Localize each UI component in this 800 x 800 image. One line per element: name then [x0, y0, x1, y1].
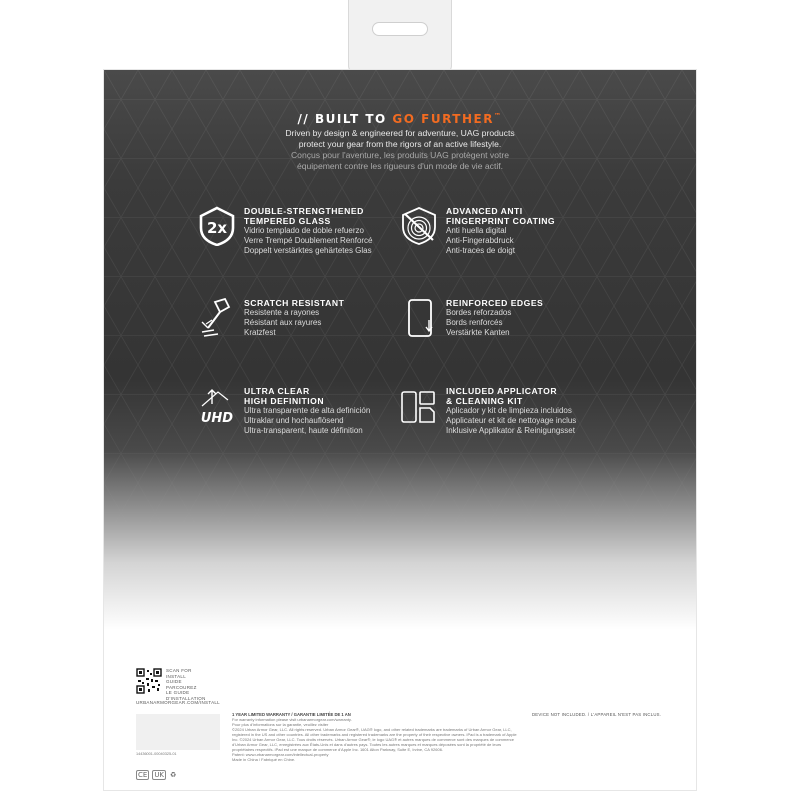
- feature-title: ADVANCED ANTI FINGERPRINT COATING: [446, 206, 556, 226]
- feature-line: Vidrio templado de doble refuerzo: [244, 226, 364, 235]
- recycle-icon: ♻: [170, 771, 177, 779]
- qr-caption-line: INSTALL: [166, 673, 187, 679]
- phone-edge-icon: [400, 298, 438, 338]
- headline-accent: GO FURTHER: [392, 112, 494, 126]
- warranty-en: For warranty information please visit urbanarmorgear.com/warranty.: [232, 717, 352, 722]
- feature-line: Ultraklar und hochauflösend: [244, 416, 344, 425]
- feature-title: INCLUDED APPLICATOR & CLEANING KIT: [446, 386, 558, 406]
- feature-line: Résistant aux rayures: [244, 318, 322, 327]
- headline-tm: ™: [493, 112, 503, 120]
- hang-tab: [348, 0, 452, 72]
- intro-en-line2: protect your gear from the rigors of an active lifestyle.: [298, 139, 502, 149]
- feature-line: Verre Trempé Doublement Renforcé: [244, 236, 373, 245]
- uhd-icon: [198, 386, 236, 426]
- feature-line: Applicateur et kit de nettoyage inclus: [446, 416, 577, 425]
- package-back: [104, 70, 696, 790]
- patent: Patent: www.urbanarmorgear.com/intellectual-property: [232, 752, 329, 757]
- headline: [104, 112, 696, 126]
- feature-line: Bordes reforzados: [446, 308, 512, 317]
- qr-caption-line: SCAN FOR: [166, 668, 192, 673]
- knife-scratch-icon: [198, 298, 236, 338]
- applicator-kit-icon: [400, 386, 438, 426]
- dark-panel: [104, 70, 696, 630]
- ce-mark-icon: CE: [138, 771, 148, 779]
- feature-line: Anti huella digital: [446, 226, 507, 235]
- feature-line: Aplicador y kit de limpieza incluidos: [446, 406, 572, 415]
- feature-title: SCRATCH RESISTANT: [244, 298, 345, 308]
- feature-line: Anti-traces de doigt: [446, 246, 515, 255]
- feature-line: Kratzfest: [244, 328, 276, 337]
- feature-line: Doppelt verstärktes gehärtetes Glas: [244, 246, 372, 255]
- qr-caption-line: GUIDE: [166, 679, 182, 684]
- device-note: DEVICE NOT INCLUDED. / L'APPAREIL N'EST PAS INCLUS.: [532, 712, 662, 717]
- svg-text:UHD: UHD: [200, 411, 234, 426]
- barcode-area: [136, 714, 220, 750]
- ukca-mark-icon: UK: [154, 771, 165, 779]
- qr-caption-line: LE GUIDE: [166, 690, 190, 695]
- copyright: ©2024 Urban Armor Gear, LLC. All rights reserved. Urban Armor Gear®, UAG® logo, and other related trademarks are trademarks of Urban Armor Gear, LLC, registered in the US and other countries. All other trademarks and registered trademarks are the property of their respective owners. iPad is a trademark of Apple Inc. ©2024 Urban Armor Gear, LLC. Tous droits réservés. Urban Armor Gear®, le logo UAG® et autres marques de commerce sont des marques de commerce d'Urban Armor Gear, LLC, enregistrées aux États-Unis et dans d'autres pays. Toutes les autres marques et marques déposées sont la propriété de leurs propriétaires respectifs. iPad est une marque de commerce d'Apple Inc. 1601 Alton Parkway, Suite E, Irvine, CA 92606.: [232, 727, 517, 752]
- feature-title: DOUBLE-STRENGTHENED TEMPERED GLASS: [244, 206, 364, 226]
- feature-title: ULTRA CLEAR HIGH DEFINITION: [244, 386, 325, 406]
- compliance-icons: [136, 762, 180, 779]
- qr-code[interactable]: [136, 668, 162, 694]
- legal-text: [232, 712, 632, 762]
- qr-caption-line: D'INSTALLATION: [166, 695, 206, 701]
- headline-prefix: // BUILT TO: [297, 112, 393, 126]
- warranty-title: 1 YEAR LIMITED WARRANTY / GARANTIE LIMITÉE DE 1 AN: [232, 712, 351, 717]
- install-url[interactable]: URBANARMORGEAR.COM/INSTALL: [136, 700, 220, 705]
- feature-title: REINFORCED EDGES: [446, 298, 544, 308]
- feature-line: Inklusive Applikator & Reinigungsset: [446, 426, 575, 435]
- intro-text: [104, 128, 696, 172]
- feature-line: Anti-Fingerabdruck: [446, 236, 514, 245]
- warranty-fr: Pour plus d'informations sur la garantie, veuillez visiter: [232, 722, 329, 727]
- part-number: 14436001-00040325-01: [136, 752, 177, 756]
- svg-text:2x: 2x: [206, 219, 228, 237]
- qr-caption: [166, 668, 206, 701]
- qr-caption-line: PARCOUREZ: [166, 684, 197, 690]
- fingerprint-shield-icon: [400, 206, 438, 246]
- hang-hole: [372, 22, 428, 36]
- feature-line: Resistente a rayones: [244, 308, 320, 317]
- feature-line: Ultra-transparent, haute définition: [244, 426, 363, 435]
- feature-line: Bords renforcés: [446, 318, 503, 327]
- feature-line: Verstärkte Kanten: [446, 328, 510, 337]
- intro-fr-line2: équipement contre les rigueurs d'un mode de vie actif.: [296, 161, 504, 171]
- 2x-shield-icon: [198, 206, 236, 246]
- intro-fr-line1: Conçus pour l'aventure, les produits UAG protègent votre: [290, 150, 510, 160]
- made-in: Made in China / Fabriqué en Chine.: [232, 757, 296, 762]
- feature-line: Ultra transparente de alta definición: [244, 406, 371, 415]
- footer: [104, 662, 696, 790]
- intro-en-line1: Driven by design & engineered for adventure, UAG products: [285, 128, 515, 138]
